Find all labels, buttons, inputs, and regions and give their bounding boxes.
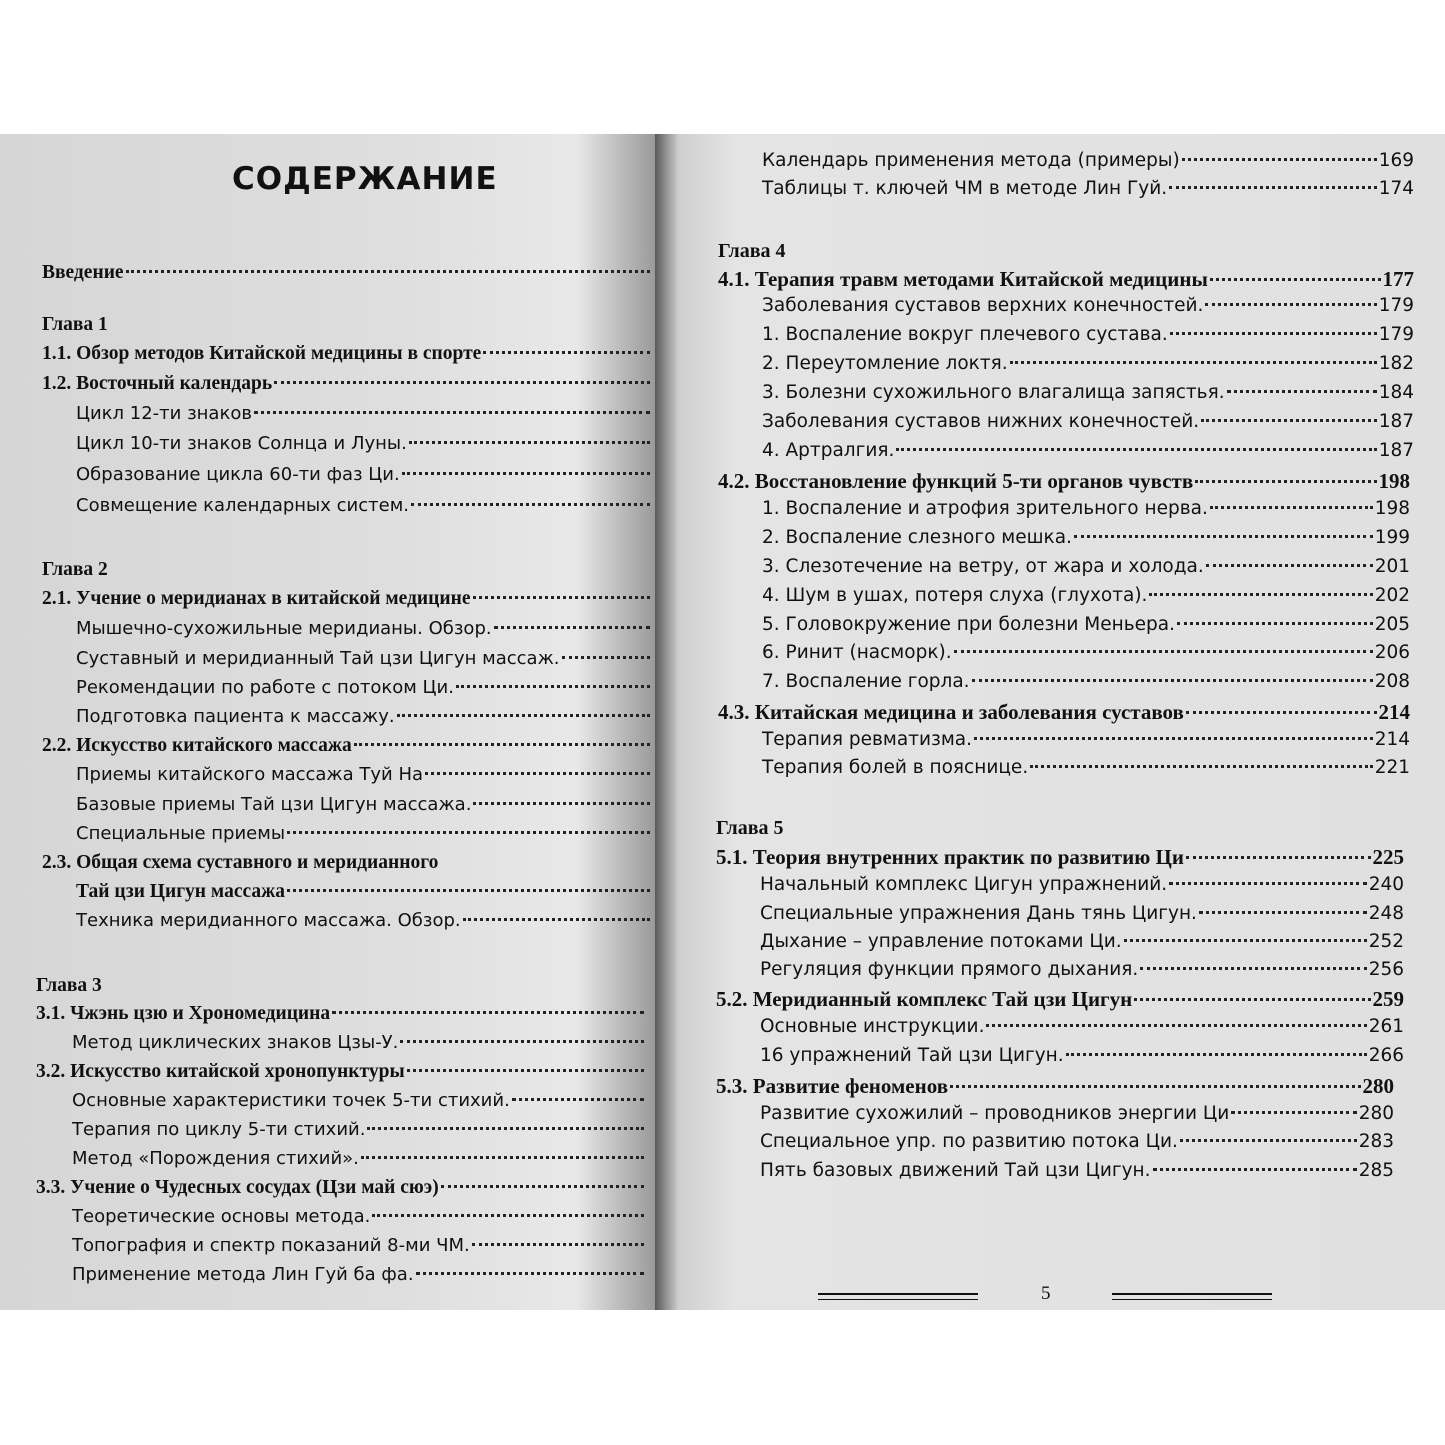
toc-entry bbox=[762, 324, 1414, 345]
toc-entry bbox=[762, 556, 1410, 577]
toc-entry-title: Глава 5 bbox=[716, 817, 784, 839]
toc-entry-page: 177 bbox=[1382, 267, 1414, 291]
toc-entry-page: 187 bbox=[1378, 411, 1414, 432]
toc-entry-title: 3. Слезотечение на ветру, от жара и холода. bbox=[762, 556, 1204, 577]
toc-entry-page: 208 bbox=[1374, 671, 1410, 692]
footer-rule-right bbox=[1112, 1293, 1272, 1295]
toc-entry-page: 283 bbox=[1358, 1131, 1394, 1152]
toc-entry bbox=[762, 411, 1414, 432]
toc-entry-title: 5.3. Развитие феноменов bbox=[716, 1074, 949, 1098]
dot-leader bbox=[1210, 278, 1381, 281]
dot-leader bbox=[986, 1024, 1366, 1027]
dot-leader bbox=[1177, 622, 1373, 625]
toc-entry-page: 252 bbox=[1368, 931, 1404, 952]
toc-entry bbox=[762, 178, 1414, 199]
toc-entry bbox=[760, 959, 1404, 980]
toc-entry-title: 5.1. Теория внутренних практик по развитию Ци bbox=[716, 845, 1184, 869]
toc-entry bbox=[762, 614, 1410, 635]
toc-entry bbox=[762, 353, 1414, 374]
dot-leader bbox=[1153, 1168, 1357, 1171]
toc-entry-title: 7. Воспаление горла. bbox=[762, 671, 970, 692]
toc-entry-title: Метод циклических знаков Цзы-У. bbox=[72, 1032, 399, 1053]
toc-entry-title: Мышечно-сухожильные меридианы. Обзор. bbox=[76, 618, 492, 639]
toc-entry-page: 205 bbox=[1374, 614, 1410, 635]
dot-leader bbox=[1186, 856, 1371, 859]
toc-entry bbox=[762, 382, 1414, 403]
dot-leader bbox=[1210, 506, 1373, 509]
toc-entry bbox=[760, 1103, 1394, 1124]
toc-entry-title: 4.3. Китайская медицина и заболевания суставов bbox=[718, 700, 1184, 724]
toc-entry-title: Регуляция функции прямого дыхания. bbox=[760, 959, 1139, 980]
toc-entry-title: 4. Артралгия. bbox=[762, 440, 895, 461]
toc-entry-title: Специальные упражнения Дань тянь Цигун. bbox=[760, 903, 1197, 924]
toc-entry bbox=[716, 845, 1404, 870]
toc-entry-page: 221 bbox=[1374, 757, 1410, 778]
toc-entry bbox=[762, 671, 1410, 692]
footer-rule-right-2 bbox=[1112, 1299, 1272, 1300]
toc-entry bbox=[718, 700, 1410, 725]
toc-entry-title: 4. Шум в ушах, потеря слуха (глухота). bbox=[762, 585, 1148, 606]
toc-entry-title: Специальное упр. по развитию потока Ци. bbox=[760, 1131, 1178, 1152]
toc-entry-title: Календарь применения метода (примеры) bbox=[762, 150, 1180, 171]
toc-entry-title: 5. Головокружение при болезни Меньера. bbox=[762, 614, 1175, 635]
toc-entry-page: 184 bbox=[1378, 382, 1414, 403]
toc-entry-title: Основные характеристики точек 5-ти стихий. bbox=[72, 1090, 510, 1111]
toc-entry-page: 214 bbox=[1374, 729, 1410, 750]
toc-entry-title: 1. Воспаление и атрофия зрительного нерва. bbox=[762, 498, 1208, 519]
dot-leader bbox=[1169, 882, 1367, 885]
toc-entry bbox=[716, 1074, 1394, 1099]
toc-entry-title: 6. Ринит (насморк). bbox=[762, 642, 952, 663]
toc-entry-title: Применение метода Лин Гуй ба фа. bbox=[72, 1264, 414, 1285]
toc-entry-title: 5.2. Меридианный комплекс Тай цзи Цигун bbox=[716, 987, 1133, 1011]
toc-entry-title: 4.1. Терапия травм методами Китайской медицины bbox=[718, 267, 1208, 291]
toc-entry-page: 187 bbox=[1378, 440, 1414, 461]
toc-entry-title: 2.3. Общая схема суставного и меридианного bbox=[42, 852, 439, 873]
toc-entry bbox=[762, 440, 1414, 461]
toc-entry-title: Введение bbox=[42, 262, 124, 283]
toc-entry bbox=[760, 903, 1404, 924]
dot-leader bbox=[1066, 1053, 1367, 1056]
toc-entry-page: 266 bbox=[1368, 1045, 1404, 1066]
toc-entry-title: 1.1. Обзор методов Китайской медицины в спорте bbox=[42, 343, 482, 364]
toc-entry bbox=[760, 874, 1404, 895]
toc-entry bbox=[760, 931, 1404, 952]
toc-entry-page: 259 bbox=[1372, 987, 1404, 1011]
dot-leader bbox=[954, 650, 1373, 653]
toc-entry bbox=[762, 729, 1410, 750]
toc-entry-page: 199 bbox=[1374, 527, 1410, 548]
toc-entry-page: 240 bbox=[1368, 874, 1404, 895]
toc-entry-title: 4.2. Восстановление функций 5-ти органов чувств bbox=[718, 469, 1194, 493]
toc-entry-page: 198 bbox=[1378, 469, 1410, 493]
dot-leader bbox=[1186, 711, 1377, 714]
toc-entry bbox=[762, 527, 1410, 548]
dot-leader bbox=[1140, 967, 1366, 970]
toc-entry-title: Подготовка пациента к массажу. bbox=[76, 706, 395, 727]
toc-entry-title: 3.2. Искусство китайской хронопунктуры bbox=[36, 1061, 405, 1082]
toc-entry bbox=[716, 817, 784, 840]
toc-entry bbox=[762, 585, 1410, 606]
toc-entry-title: Глава 3 bbox=[36, 975, 102, 996]
dot-leader bbox=[1231, 1111, 1356, 1114]
toc-entry-page: 225 bbox=[1372, 845, 1404, 869]
toc-entry-page: 256 bbox=[1368, 959, 1404, 980]
toc-entry-title: Тай цзи Цигун массажа bbox=[76, 881, 286, 902]
dot-leader bbox=[1134, 998, 1370, 1001]
toc-entry-page: 198 bbox=[1374, 498, 1410, 519]
dot-leader bbox=[1206, 564, 1373, 567]
toc-entry-page: 280 bbox=[1362, 1074, 1394, 1098]
dot-leader bbox=[896, 448, 1376, 451]
toc-entry bbox=[762, 150, 1414, 171]
toc-entry-title: Дыхание – управление потоками Ци. bbox=[760, 931, 1122, 952]
toc-entry bbox=[762, 498, 1410, 519]
dot-leader bbox=[1149, 593, 1372, 596]
toc-entry bbox=[718, 469, 1410, 494]
dot-leader bbox=[974, 737, 1373, 740]
dot-leader bbox=[1227, 390, 1377, 393]
toc-entry-title: Основные инструкции. bbox=[760, 1016, 985, 1037]
toc-entry bbox=[716, 987, 1404, 1012]
toc-entry-page: 261 bbox=[1368, 1016, 1404, 1037]
toc-entry-title: 1. Воспаление вокруг плечевого сустава. bbox=[762, 324, 1168, 345]
dot-leader bbox=[1124, 939, 1367, 942]
toc-entry-title: Рекомендации по работе с потоком Ци. bbox=[76, 677, 454, 698]
toc-entry-page: 179 bbox=[1378, 295, 1414, 316]
toc-entry-title: Начальный комплекс Цигун упражнений. bbox=[760, 874, 1168, 895]
toc-entry-title: Глава 1 bbox=[42, 314, 108, 335]
dot-leader bbox=[1170, 332, 1377, 335]
page-title: СОДЕРЖАНИЕ bbox=[232, 161, 498, 197]
toc-entry bbox=[760, 1016, 1404, 1037]
toc-entry bbox=[718, 267, 1414, 292]
toc-entry-title: Цикл 10-ти знаков Солнца и Луны. bbox=[76, 433, 407, 454]
toc-entry bbox=[762, 757, 1410, 778]
toc-entry-page: 280 bbox=[1358, 1103, 1394, 1124]
toc-entry-title: 2. Воспаление слезного мешка. bbox=[762, 527, 1072, 548]
toc-entry-title: 2.1. Учение о меридианах в китайской медицине bbox=[42, 588, 471, 609]
toc-entry-title: Заболевания суставов нижних конечностей. bbox=[762, 411, 1200, 432]
toc-entry-title: Образование цикла 60-ти фаз Ци. bbox=[76, 464, 400, 485]
toc-entry-title: Базовые приемы Тай цзи Цигун массажа. bbox=[76, 794, 472, 815]
toc-entry-title: Техника меридианного массажа. Обзор. bbox=[76, 910, 461, 931]
dot-leader bbox=[1201, 419, 1376, 422]
toc-entry-title: Терапия по циклу 5-ти стихий. bbox=[72, 1119, 366, 1140]
toc-entry-page: 174 bbox=[1378, 178, 1414, 199]
toc-entry-title: Терапия болей в пояснице. bbox=[762, 757, 1029, 778]
toc-entry-title: Специальные приемы bbox=[76, 823, 286, 844]
toc-entry-title: 16 упражнений Тай цзи Цигун. bbox=[760, 1045, 1064, 1066]
footer-rule-left-2 bbox=[818, 1299, 978, 1300]
toc-entry-title: Суставный и меридианный Тай цзи Цигун массаж. bbox=[76, 648, 560, 669]
dot-leader bbox=[1195, 480, 1376, 483]
dot-leader bbox=[1180, 1139, 1357, 1142]
toc-entry-title: 3.1. Чжэнь цзю и Хрономедицина bbox=[36, 1003, 331, 1024]
toc-entry-page: 179 bbox=[1378, 324, 1414, 345]
toc-entry-title: Совмещение календарных систем. bbox=[76, 495, 409, 516]
dot-leader bbox=[1182, 158, 1377, 161]
toc-entry-page: 182 bbox=[1378, 353, 1414, 374]
dot-leader bbox=[1205, 303, 1376, 306]
toc-entry-page: 202 bbox=[1374, 585, 1410, 606]
toc-entry bbox=[760, 1160, 1394, 1181]
toc-entry-title: Развитие сухожилий – проводников энергии Ци bbox=[760, 1103, 1230, 1124]
dot-leader bbox=[1010, 361, 1377, 364]
footer-rule-left bbox=[818, 1293, 978, 1295]
toc-entry-title: Глава 4 bbox=[718, 240, 786, 262]
toc-entry bbox=[762, 642, 1410, 663]
toc-entry-title: Терапия ревматизма. bbox=[762, 729, 973, 750]
toc-entry-page: 214 bbox=[1378, 700, 1410, 724]
toc-entry-page: 201 bbox=[1374, 556, 1410, 577]
dot-leader bbox=[950, 1085, 1360, 1088]
toc-entry bbox=[718, 240, 786, 263]
toc-entry bbox=[760, 1045, 1404, 1066]
toc-entry-title: Топография и спектр показаний 8-ми ЧМ. bbox=[72, 1235, 470, 1256]
toc-entry-title: 1.2. Восточный календарь bbox=[42, 373, 273, 394]
toc-entry-title: 2. Переутомление локтя. bbox=[762, 353, 1008, 374]
dot-leader bbox=[1030, 765, 1372, 768]
toc-entry-title: Приемы китайского массажа Туй На bbox=[76, 764, 424, 785]
toc-entry-title: Таблицы т. ключей ЧМ в методе Лин Гуй. bbox=[762, 178, 1168, 199]
toc-entry-page: 248 bbox=[1368, 903, 1404, 924]
toc-entry-title: 3.3. Учение о Чудесных сосудах (Цзи май сюэ) bbox=[36, 1177, 439, 1198]
toc-entry-title: Цикл 12-ти знаков bbox=[76, 403, 252, 424]
toc-entry-page: 169 bbox=[1378, 150, 1414, 171]
toc-entry bbox=[762, 295, 1414, 316]
toc-entry-page: 285 bbox=[1358, 1160, 1394, 1181]
toc-entry-title: 3. Болезни сухожильного влагалища запястья. bbox=[762, 382, 1225, 403]
toc-entry-title: Метод «Порождения стихий». bbox=[72, 1148, 359, 1169]
dot-leader bbox=[1199, 911, 1367, 914]
toc-entry-title: Заболевания суставов верхних конечностей. bbox=[762, 295, 1204, 316]
toc-entry-title: 2.2. Искусство китайского массажа bbox=[42, 735, 352, 756]
toc-entry-title: Пять базовых движений Тай цзи Цигун. bbox=[760, 1160, 1151, 1181]
page-number: 5 bbox=[1041, 1283, 1051, 1304]
toc-entry-title: Глава 2 bbox=[42, 559, 108, 580]
dot-leader bbox=[972, 679, 1373, 682]
toc-entry-title: Теоретические основы метода. bbox=[72, 1206, 371, 1227]
toc-entry bbox=[760, 1131, 1394, 1152]
dot-leader bbox=[1074, 535, 1373, 538]
dot-leader bbox=[1169, 186, 1377, 189]
toc-entry-page: 206 bbox=[1374, 642, 1410, 663]
